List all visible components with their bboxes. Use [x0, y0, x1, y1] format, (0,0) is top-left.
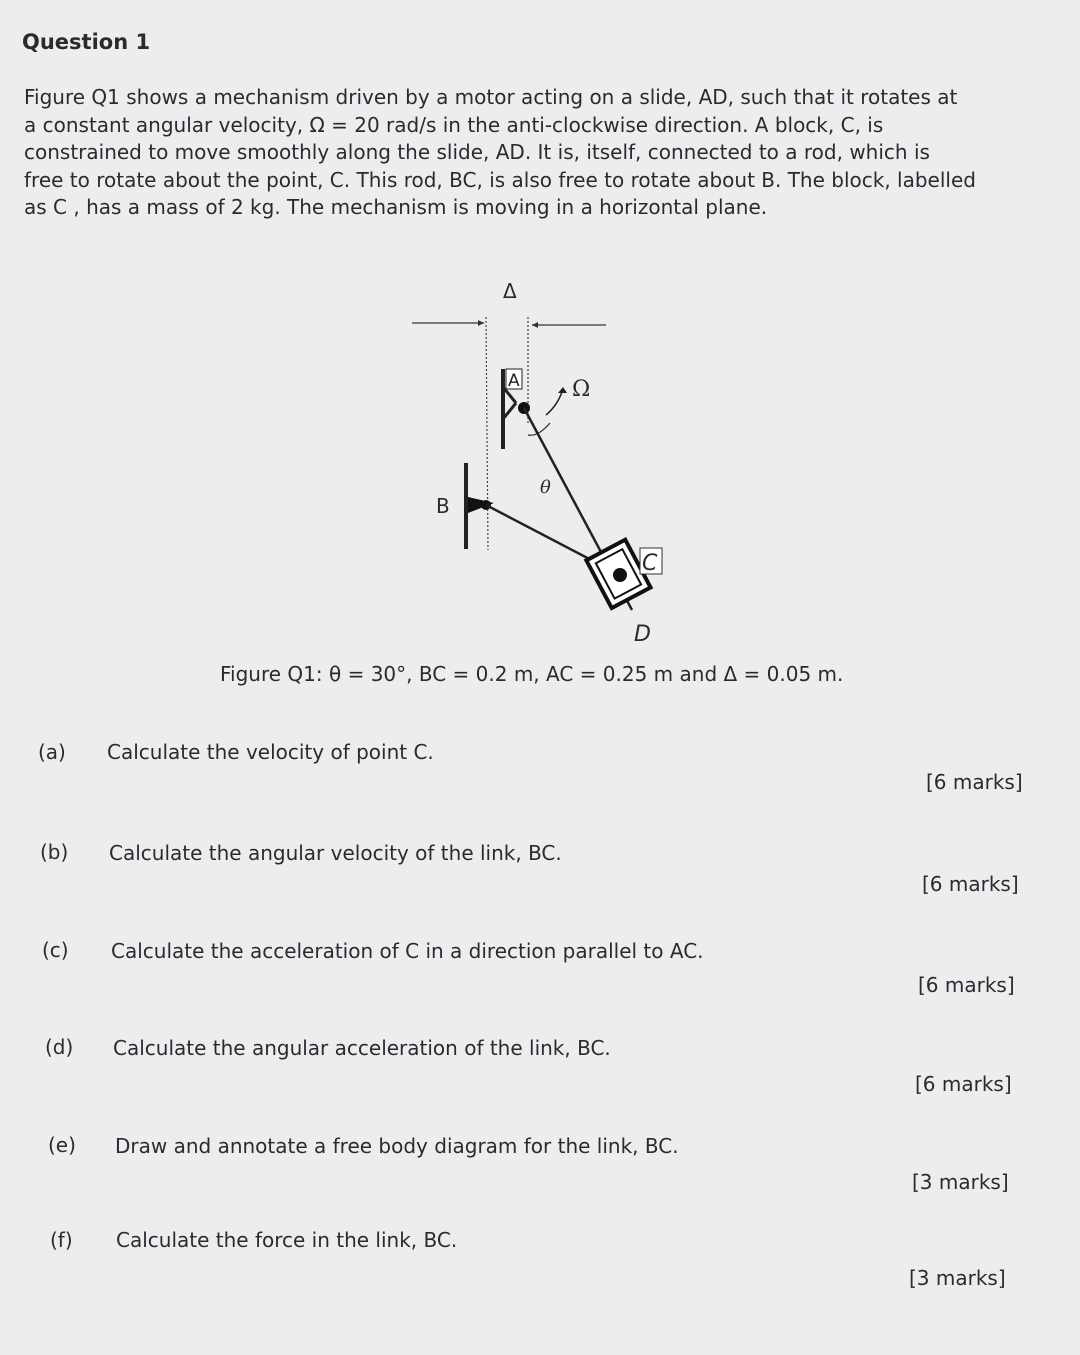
delta-arrow-right [532, 322, 538, 328]
point-b-label: B [436, 494, 450, 518]
question-marks: [3 marks] [909, 1266, 1006, 1290]
mechanism-figure [400, 265, 700, 655]
delta-ext-left [486, 317, 488, 550]
intro-line: as C , has a mass of 2 kg. The mechanism is moving in a horizontal plane. [24, 195, 768, 219]
question-label: (f) [50, 1228, 73, 1252]
question-text: Calculate the force in the link, BC. [116, 1228, 458, 1252]
delta-label: Δ [503, 279, 517, 303]
question-marks: [6 marks] [918, 973, 1015, 997]
question-heading: Question 1 [22, 30, 151, 54]
intro-line: constrained to move smoothly along the slide, AD. It is, itself, connected to a rod, which is [24, 140, 930, 164]
point-c-label: C [642, 551, 658, 576]
question-text: Calculate the velocity of point C. [107, 740, 434, 764]
question-label: (c) [42, 938, 69, 962]
question-text: Calculate the acceleration of C in a direction parallel to AC. [111, 939, 704, 963]
omega-arrow-head [558, 387, 567, 393]
omega-label: Ω [572, 377, 591, 402]
question-text: Calculate the angular acceleration of the link, BC. [113, 1036, 611, 1060]
question-marks: [6 marks] [922, 872, 1019, 896]
question-text: Calculate the angular velocity of the link, BC. [109, 841, 562, 865]
intro-line: a constant angular velocity, Ω = 20 rad/s in the anti-clockwise direction. A block, C, is [24, 112, 884, 137]
point-a-label: A [508, 371, 520, 391]
question-text: Draw and annotate a free body diagram for the link, BC. [115, 1134, 679, 1158]
intro-line: free to rotate about the point, C. This rod, BC, is also free to rotate about B. The block, labelled [24, 167, 976, 192]
intro-paragraph [24, 84, 1060, 222]
question-marks: [6 marks] [915, 1072, 1012, 1096]
question-label: (e) [48, 1133, 76, 1157]
question-label: (b) [40, 840, 69, 864]
theta-label: θ [540, 477, 551, 498]
intro-line: Figure Q1 shows a mechanism driven by a motor acting on a slide, AD, such that it rotates at [24, 85, 958, 109]
question-label: (a) [38, 740, 66, 764]
question-marks: [6 marks] [926, 770, 1023, 794]
delta-arrow-left [478, 320, 484, 326]
point-d-label: D [634, 622, 651, 647]
question-label: (d) [45, 1035, 74, 1059]
block-c-pin [613, 568, 627, 582]
question-marks: [3 marks] [912, 1170, 1009, 1194]
figure-caption: Figure Q1: θ = 30°, BC = 0.2 m, AC = 0.25 m and Δ = 0.05 m. [220, 662, 844, 686]
